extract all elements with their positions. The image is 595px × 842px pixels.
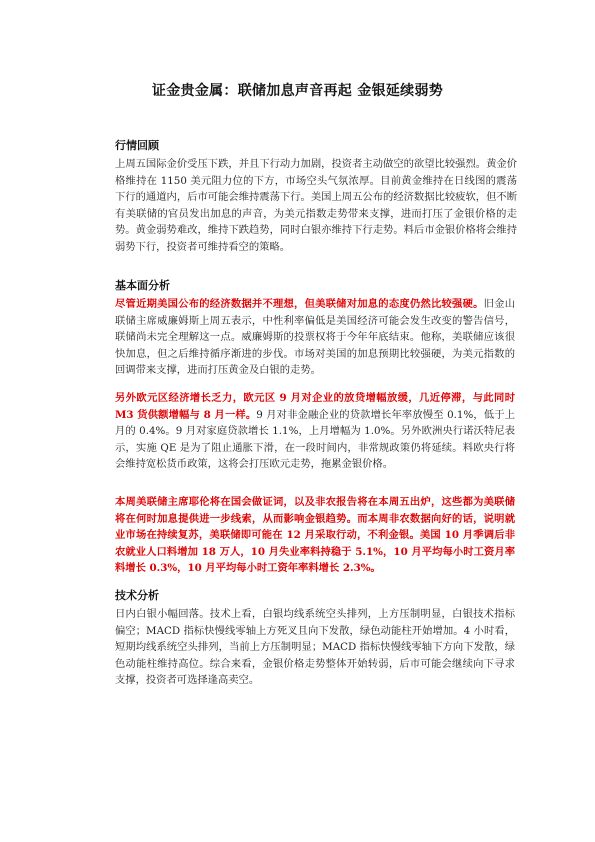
document-title: 证金贵金属：联储加息声音再起 金银延续弱势: [151, 83, 444, 99]
section-fundamental-paragraph-3: [115, 494, 515, 577]
highlight-text: 另外欧元区经济增长乏力，欧元区 9 月对企业的放贷增幅放缓，几近停滞，与此同时 M3 货供额增幅与 8 月一样。: [115, 392, 515, 421]
paragraph: [115, 606, 515, 689]
section-market-review: [115, 138, 515, 256]
section-fundamental-paragraph-2: [115, 390, 515, 473]
section-heading: 技术分析: [115, 589, 159, 602]
section-heading: 基本面分析: [115, 279, 170, 292]
paragraph: [115, 494, 515, 577]
paragraph: [115, 296, 515, 379]
highlight-text: 尽管近期美国公布的经济数据并不理想，但美联储对加息的态度仍然比较强硬。: [115, 298, 484, 310]
section-fundamental-analysis: [115, 278, 515, 379]
paragraph-text: 旧金山联储主席威廉姆斯上周五表示，中性利率偏低是美国经济可能会发生改变的警告信号，联储尚未完全理解这一点。威廉姆斯的投票权将于今年年底结束。他称，美联储应该很快加息，但之后维持循序渐进的步伐。市场对美国的加息预期比较强硬，为美元指数的回调带来支撑，进而打压黄金及白银的走势。: [115, 298, 516, 377]
paragraph: [115, 390, 515, 473]
paragraph-text: 日内白银小幅回落。技术上看，白银均线系统空头排列，上方压制明显，白银技术指标偏空；MACD 指标快慢线零轴上方死叉且向下发散，绿色动能柱开始增加。4 小时看，短期均线系统空头排列，当前上方压制明显；MACD 指标快慢线零轴下方向下发散，绿色动能柱维持高位。综合来看，金银价格走势整体开始转弱，后市可能会继续向下寻求支撑，投资者可选择逢高卖空。: [115, 608, 515, 687]
section-technical-analysis: [115, 588, 515, 689]
paragraph-text: 上周五国际金价受压下跌，并且下行动力加剧，投资者主动做空的欲望比较强烈。黄金价格维持在 1150 美元阻力位的下方，市场空头气氛浓厚。目前黄金维持在日线图的震荡下行的通道内，后市可能会维持震荡下行。美国上周五公布的经济数据比较疲软，但不断有美联储的官员发出加息的声音，为美元指数走势带来支撑，进而打压了金银价格的走势。黄金弱势难改，维持下跌趋势，同时白银亦维持下行走势。料后市金银价格将会维持弱势下行，投资者可维持看空的策略。: [115, 158, 517, 253]
section-heading: 行情回顾: [115, 139, 159, 152]
highlight-text: 本周美联储主席耶伦将在国会做证词，以及非农报告将在本周五出炉，这些都为美联储将在何时加息提供进一步线索，从而影响金银趋势。而本周非农数据向好的话，说明就业市场在持续复苏，美联储即可能在 12 月采取行动，不利金银。美国 10 月季调后非农就业人口料增加 18 万人，10 月失业率料持稳于 5.1%，10 月平均每小时工资月率料增长 0.3%，10 月平均每小时工资年率料增长 2.3%。: [115, 496, 515, 575]
paragraph-text: 9 月对非金融企业的贷款增长年率放慢至 0.1%，低于上月的 0.4%。9 月对家庭贷款增长 1.1%，上月增幅为 1.0%。另外欧洲央行诺沃特尼表示，实施 QE 是为了阻止通胀下滑，在一段时间内，非常规政策仍将延续。料欧央行将会维持宽松货币政策，这将会打压欧元走势，拖累金银价格。: [115, 408, 515, 471]
paragraph: [115, 156, 517, 256]
